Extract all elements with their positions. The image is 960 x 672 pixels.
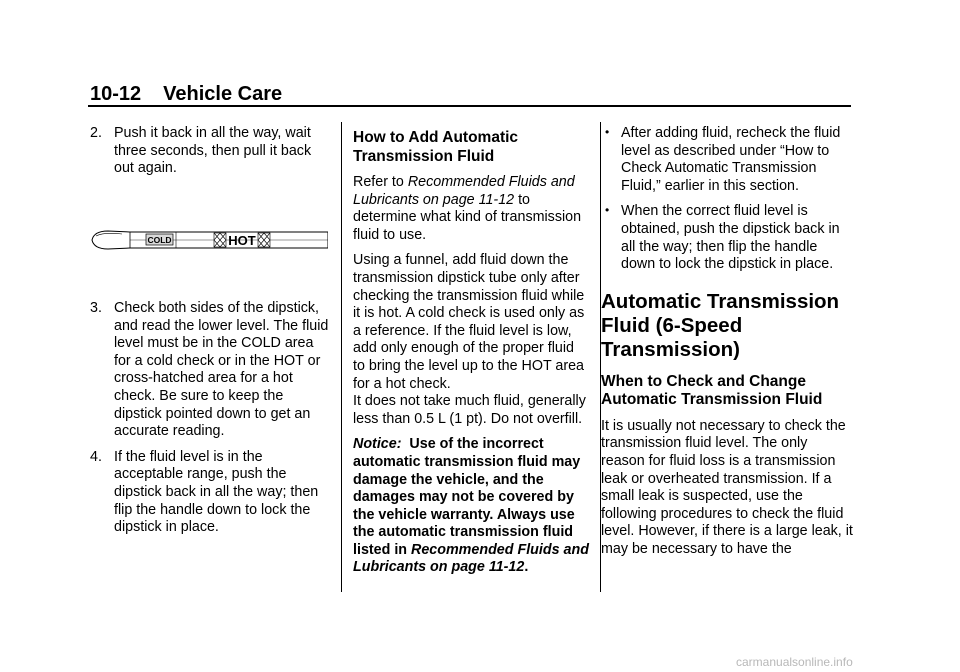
step-3: 3. Check both sides of the dipstick, and read the lower level. The fluid level must be in the COLD area for a cold check or in the HOT or cross-hatched area for a hot check. Be sure to keep the dipstick pointed down to get an accurate reading. [90, 300, 329, 440]
notice-reference-link[interactable]: Recommended Fluids and Lubricants on page 11-12 [353, 541, 589, 576]
column-3 [601, 125, 853, 559]
page-header [90, 83, 282, 106]
page-number: 10-12 [90, 83, 142, 105]
bullet-icon: • [605, 203, 610, 218]
column-1 [90, 125, 330, 178]
column-2 [353, 129, 589, 577]
fluids-reference-link[interactable]: Recommended Fluids and Lubricants on page 11-12 [353, 174, 575, 208]
section-heading-6speed: Automatic Transmission Fluid (6-Speed Transmission) [601, 289, 840, 361]
bullet-recheck: • After adding fluid, recheck the fluid level as described under “How to Check Automatic Transmission Fluid,” earlier in this section. [605, 125, 841, 194]
crosshatch-left [214, 233, 226, 247]
step-4: 4. If the fluid level is in the acceptable range, push the dipstick back in all the way; then flip the handle down to lock the dipstick in place. [90, 448, 319, 536]
when-to-check-paragraph: It is usually not necessary to check the transmission fluid level. The only reason for fluid loss is a transmission leak or overheated transmission. If a small leak is suspected, use the following procedures to check the fluid level. However, if there is a large leak, it may be necessary to have the [601, 417, 853, 557]
add-fluid-heading: How to Add Automatic Transmission Fluid [353, 129, 519, 165]
refer-paragraph: Refer to Recommended Fluids and Lubricants on page 11-12 to determine what kind of transmission fluid to use. [353, 174, 582, 243]
when-to-check-heading: When to Check and Change Automatic Transmission Fluid [601, 372, 823, 409]
column-1-lower [90, 300, 330, 537]
bullet-correct-level: • When the correct fluid level is obtained, push the dipstick back in all the way; then flip the handle down to lock the dipstick in place. [605, 203, 840, 273]
dipstick-illustration [90, 228, 328, 252]
column-divider-1 [341, 122, 342, 592]
crosshatch-right [258, 233, 270, 247]
bullet-icon: • [605, 125, 610, 139]
step-2: 2. Push it back in all the way, wait three seconds, then pull it back out again. [90, 125, 312, 177]
notice-paragraph: Notice: Use of the incorrect automatic transmission fluid may damage the vehicle, and the damages may not be covered by the vehicle warranty. Always use the automatic transmission fluid listed in Recommended Fluids and Lubricants on page 11-12. [353, 436, 589, 576]
dipstick-hot-label: HOT [228, 233, 256, 248]
funnel-paragraph: Using a funnel, add fluid down the transmission dipstick tube only after checking the transmission fluid while it is hot. A cold check is used only as a reference. If the fluid level is low, add only enough of the proper fluid to bring the level up to the HOT area for a hot check. [353, 252, 585, 392]
overfill-paragraph: It does not take much fluid, generally less than 0.5 L (1 pt). Do not overfill. [353, 393, 586, 427]
notice-label: Notice: [353, 436, 402, 453]
header-rule [88, 105, 851, 107]
dipstick-cold-label: COLD [147, 235, 172, 245]
watermark: carmanualsonline.info [736, 655, 853, 669]
section-title: Vehicle Care [163, 83, 283, 105]
